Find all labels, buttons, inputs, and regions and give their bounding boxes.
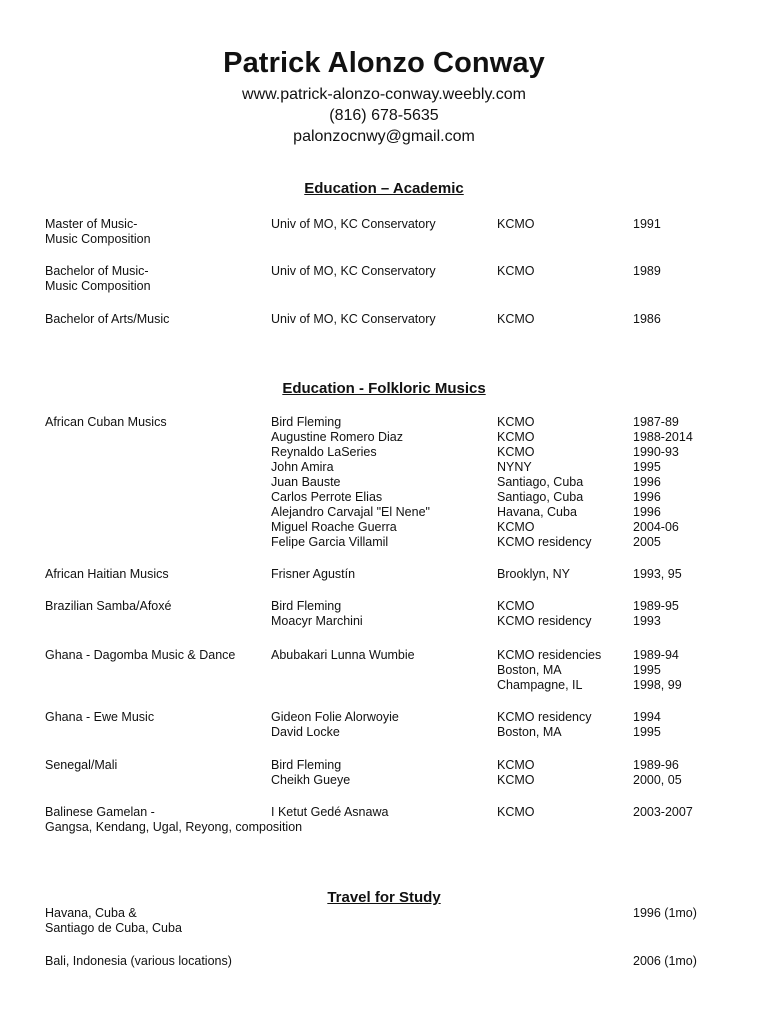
locations — [497, 567, 570, 582]
subject-line: Gangsa, Kendang, Ugal, Reyong, composition — [45, 820, 303, 834]
location: KCMO — [497, 599, 535, 613]
teacher: Frisner Agustín — [271, 567, 356, 581]
subject — [45, 567, 169, 582]
year: 1996 — [633, 475, 661, 489]
year: 2004-06 — [633, 520, 679, 534]
teacher: Miguel Roache Guerra — [271, 520, 397, 534]
teacher: Bird Fleming — [271, 415, 342, 429]
teacher: Augustine Romero Diaz — [271, 430, 404, 444]
teacher: Gideon Folie Alorwoyie — [271, 710, 399, 724]
year: 2005 — [633, 535, 661, 549]
locations — [497, 648, 601, 693]
subject-line: Balinese Gamelan - — [45, 805, 155, 819]
years — [633, 758, 682, 788]
locations — [497, 805, 535, 820]
section-title-travel-text: Travel for Study — [327, 889, 441, 906]
teacher: Felipe Garcia Villamil — [271, 535, 389, 549]
subject — [45, 599, 171, 614]
degree-line: Music Composition — [45, 279, 151, 293]
location: Havana, Cuba — [497, 505, 577, 519]
years — [633, 599, 679, 629]
subject-line: Ghana - Dagomba Music & Dance — [45, 648, 236, 662]
degree-line: Bachelor of Music- — [45, 264, 149, 278]
teacher: Carlos Perrote Elias — [271, 490, 383, 504]
subject — [45, 415, 167, 430]
year: 1993, 95 — [633, 567, 682, 581]
year: 1998, 99 — [633, 678, 682, 692]
year: 1996 (1mo) — [633, 906, 697, 920]
location: KCMO — [497, 312, 535, 326]
teacher: Bird Fleming — [271, 758, 342, 772]
email-link[interactable]: palonzocnwy@gmail.com — [293, 128, 475, 145]
year: 1988-2014 — [633, 430, 693, 444]
subject — [45, 805, 302, 835]
locations — [497, 599, 591, 629]
year: 2000, 05 — [633, 773, 682, 787]
location: KCMO — [497, 430, 535, 444]
year: 1996 — [633, 490, 661, 504]
subject-line: Senegal/Mali — [45, 758, 118, 772]
subject-line: Brazilian Samba/Afoxé — [45, 599, 172, 613]
year: 1990-93 — [633, 445, 679, 459]
year: 2006 (1mo) — [633, 954, 697, 968]
degree-line: Master of Music- — [45, 217, 138, 231]
teacher: David Locke — [271, 725, 340, 739]
teacher: Alejandro Carvajal "El Nene" — [271, 505, 430, 519]
years — [633, 567, 682, 582]
school: Univ of MO, KC Conservatory — [271, 264, 436, 278]
teacher: Moacyr Marchini — [271, 614, 363, 628]
section-title-folkloric-text: Education - Folkloric Musics — [282, 380, 486, 397]
school: Univ of MO, KC Conservatory — [271, 312, 436, 326]
location: Santiago, Cuba — [497, 475, 584, 489]
location: KCMO — [497, 415, 535, 429]
place-line: Bali, Indonesia (various locations) — [45, 954, 232, 968]
degree-line: Bachelor of Arts/Music — [45, 312, 170, 326]
location: Brooklyn, NY — [497, 567, 570, 581]
place — [45, 954, 232, 969]
teachers — [271, 599, 363, 629]
degree-line: Music Composition — [45, 232, 151, 246]
year: 1991 — [633, 217, 661, 231]
year: 1995 — [633, 725, 661, 739]
section-title-academic-text: Education – Academic — [304, 180, 464, 197]
location: KCMO — [497, 805, 535, 819]
school: Univ of MO, KC Conservatory — [271, 217, 436, 231]
year: 1989-94 — [633, 648, 679, 662]
place — [45, 906, 182, 936]
subject-line: Ghana - Ewe Music — [45, 710, 155, 724]
locations — [497, 415, 591, 550]
year: 1989-96 — [633, 758, 679, 772]
teacher: John Amira — [271, 460, 334, 474]
location: KCMO — [497, 520, 535, 534]
locations — [497, 758, 535, 788]
teachers — [271, 710, 399, 740]
teachers — [271, 758, 350, 788]
location: KCMO residencies — [497, 648, 602, 662]
place-line: Havana, Cuba & — [45, 906, 137, 920]
website-link[interactable]: www.patrick-alonzo-conway.weebly.com — [242, 86, 526, 103]
teacher: Bird Fleming — [271, 599, 342, 613]
location: KCMO residency — [497, 710, 592, 724]
year: 2003-2007 — [633, 805, 693, 819]
section-title-academic — [0, 180, 768, 197]
year: 1987-89 — [633, 415, 679, 429]
phone-number: (816) 678-5635 — [329, 107, 439, 124]
subject — [45, 710, 154, 725]
teachers — [271, 567, 355, 582]
section-title-folkloric — [0, 380, 768, 397]
resume-name: Patrick Alonzo Conway — [223, 47, 545, 79]
subject-line: African Haitian Musics — [45, 567, 169, 581]
degree — [45, 217, 151, 247]
teacher: Abubakari Lunna Wumbie — [271, 648, 415, 662]
place-line: Santiago de Cuba, Cuba — [45, 921, 182, 935]
teacher: Juan Bauste — [271, 475, 341, 489]
location: KCMO — [497, 217, 535, 231]
subject — [45, 758, 117, 773]
location: Champagne, IL — [497, 678, 583, 692]
year: 1989 — [633, 264, 661, 278]
years — [633, 805, 693, 820]
subject-line: African Cuban Musics — [45, 415, 167, 429]
degree — [45, 312, 169, 327]
year: 1995 — [633, 663, 661, 677]
location: KCMO — [497, 445, 535, 459]
location: KCMO residency — [497, 614, 592, 628]
teacher: Cheikh Gueye — [271, 773, 351, 787]
location: KCMO — [497, 758, 535, 772]
locations — [497, 710, 591, 740]
location: Santiago, Cuba — [497, 490, 584, 504]
section-title-travel — [0, 889, 768, 906]
location: Boston, MA — [497, 663, 562, 677]
teacher: Reynaldo LaSeries — [271, 445, 377, 459]
year: 1995 — [633, 460, 661, 474]
degree — [45, 264, 151, 294]
teachers — [271, 648, 415, 663]
year: 1996 — [633, 505, 661, 519]
year: 1989-95 — [633, 599, 679, 613]
years — [633, 415, 693, 550]
year: 1986 — [633, 312, 661, 326]
location: NYNY — [497, 460, 532, 474]
year: 1993 — [633, 614, 661, 628]
location: KCMO — [497, 773, 535, 787]
teachers — [271, 415, 430, 550]
years — [633, 648, 682, 693]
subject — [45, 648, 235, 663]
location: KCMO — [497, 264, 535, 278]
years — [633, 710, 661, 740]
location: KCMO residency — [497, 535, 592, 549]
teacher: I Ketut Gedé Asnawa — [271, 805, 389, 819]
year: 1994 — [633, 710, 661, 724]
teachers — [271, 805, 388, 820]
location: Boston, MA — [497, 725, 562, 739]
